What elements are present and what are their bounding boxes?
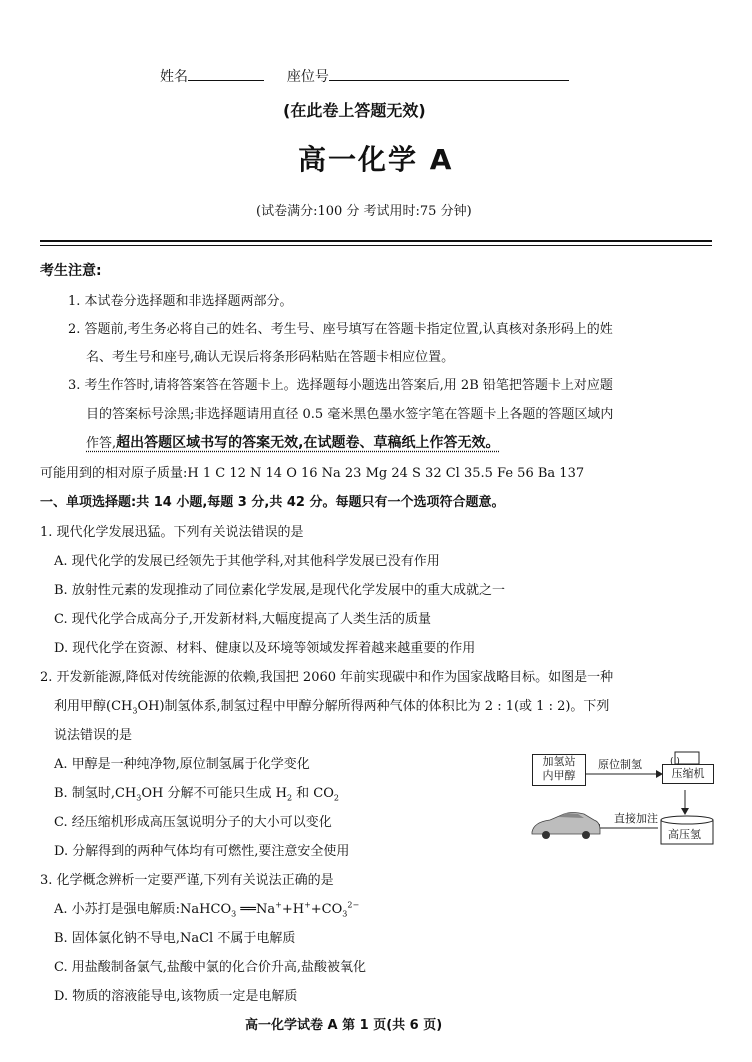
q3-a-part3: +H [281, 902, 305, 917]
q3-a-part4: +CO [310, 902, 343, 917]
q2-b-part1: B. 制氢时,CH [54, 786, 137, 801]
q3-a-part2: ══Na [236, 902, 276, 917]
section-1-heading: 一、单项选择题:共 14 小题,每题 3 分,共 42 分。每题只有一个选项符合题意。 [40, 495, 505, 510]
q2-stem-line2-b: OH)制氢体系,制氢过程中甲醇分解所得两种气体的体积比为 2 : 1(或 1 : 2)。下列 [137, 699, 610, 714]
q3-a-part1: A. 小苏打是强电解质:NaHCO [54, 902, 232, 917]
station-label-1: 加氢站 [542, 755, 576, 768]
q3-a-sub2: 3 [342, 909, 348, 919]
q3-option-d: D. 物质的溶液能导电,该物质一定是电解质 [54, 989, 298, 1004]
instruction-3-emphasis: 超出答题区域书写的答案无效,在试题卷、草稿纸上作答无效。 [116, 435, 500, 451]
instruction-3-line1: 3. 考生作答时,请将答案答在答题卡上。选择题每小题选出答案后,用 2B 铅笔把答题卡上对应题 [68, 378, 613, 393]
q1-stem: 1. 现代化学发展迅猛。下列有关说法错误的是 [40, 525, 304, 540]
header-rule-thin [40, 245, 712, 246]
q3-a-sub: 3 [231, 909, 237, 919]
q2-b-part2: OH 分解不可能只生成 H [141, 786, 287, 801]
name-blank [188, 66, 264, 81]
q3-option-a [54, 898, 359, 919]
instruction-1: 1. 本试卷分选择题和非选择题两部分。 [68, 294, 293, 309]
instruction-3-line2: 目的答案标号涂黑;非选择题请用直径 0.5 毫米黑色墨水签字笔在答题卡上各题的答题区域内 [86, 407, 614, 422]
station-label-2: 内甲醇 [542, 769, 576, 782]
q2-option-d: D. 分解得到的两种气体均有可燃性,要注意安全使用 [54, 844, 350, 859]
fill-label: 直接加注 [614, 812, 658, 825]
invalid-notice: (在此卷上答题无效) [283, 101, 426, 120]
instruction-2-line1: 2. 答题前,考生务必将自己的姓名、考生号、座号填写在答题卡指定位置,认真核对条形码上的姓 [68, 322, 613, 337]
name-field [160, 66, 569, 86]
q3-a-sup2: + [304, 900, 311, 910]
tank-label: 高压氢 [668, 828, 701, 841]
q2-b-sub3: 2 [333, 793, 339, 803]
q2-stem-line2-a: 利用甲醇(CH [54, 699, 133, 714]
q1-option-b: B. 放射性元素的发现推动了同位素化学发展,是现代化学发展中的重大成就之一 [54, 583, 505, 598]
header-rule-thick [40, 240, 712, 242]
page-title: 高一化学 A [298, 143, 454, 176]
instruction-3-line3 [86, 432, 499, 452]
q3-option-b: B. 固体氯化钠不导电,NaCl 不属于电解质 [54, 931, 296, 946]
q2-option-b [54, 782, 339, 803]
instruction-3-line3-start: 作答, [86, 436, 117, 451]
seat-label: 座位号 [286, 69, 329, 85]
instruction-2-line2: 名、考生号和座号,确认无误后将条形码粘贴在答题卡相应位置。 [86, 350, 455, 365]
q3-stem: 3. 化学概念辨析一定要严谨,下列有关说法正确的是 [40, 873, 334, 888]
q3-option-c: C. 用盐酸制备氯气,盐酸中氯的化合价升高,盐酸被氧化 [54, 960, 367, 975]
atomic-masses: 可能用到的相对原子质量:H 1 C 12 N 14 O 16 Na 23 Mg 24 S 32 Cl 35.5 Fe 56 Ba 137 [40, 466, 585, 481]
exam-info: (试卷满分:100 分 考试用时:75 分钟) [256, 204, 472, 219]
piston-icon: ( ) [670, 757, 680, 767]
page-footer: 高一化学试卷 A 第 1 页(共 6 页) [245, 1018, 443, 1033]
instructions-heading: 考生注意: [40, 263, 102, 279]
q3-a-sup3: 2− [347, 900, 360, 910]
q2-option-c: C. 经压缩机形成高压氢说明分子的大小可以变化 [54, 815, 332, 830]
q1-option-a: A. 现代化学的发展已经领先于其他学科,对其他科学发展已没有作用 [54, 554, 440, 569]
process-label: 原位制氢 [598, 758, 642, 771]
q2-stem-line2 [54, 695, 609, 716]
q2-figure [520, 750, 720, 850]
q2-b-sub2: 2 [286, 793, 293, 803]
q2-sub: 3 [132, 706, 138, 716]
q2-b-sub1: 3 [136, 793, 142, 803]
q3-a-sup1: + [275, 900, 282, 910]
seat-blank [329, 66, 569, 81]
name-label: 姓名 [160, 69, 188, 85]
q2-stem-line1: 2. 开发新能源,降低对传统能源的依赖,我国把 2060 年前实现碳中和作为国家战略目标。如图是一种 [40, 670, 614, 685]
q1-option-c: C. 现代化学合成高分子,开发新材料,大幅度提高了人类生活的质量 [54, 612, 432, 627]
compressor-box: 压缩机 [662, 764, 714, 784]
q2-stem-line3: 说法错误的是 [54, 728, 133, 743]
q1-option-d: D. 现代化学在资源、材料、健康以及环境等领域发挥着越来越重要的作用 [54, 641, 476, 656]
q2-option-a: A. 甲醇是一种纯净物,原位制氢属于化学变化 [54, 757, 310, 772]
q2-b-part3: 和 CO [292, 786, 334, 801]
